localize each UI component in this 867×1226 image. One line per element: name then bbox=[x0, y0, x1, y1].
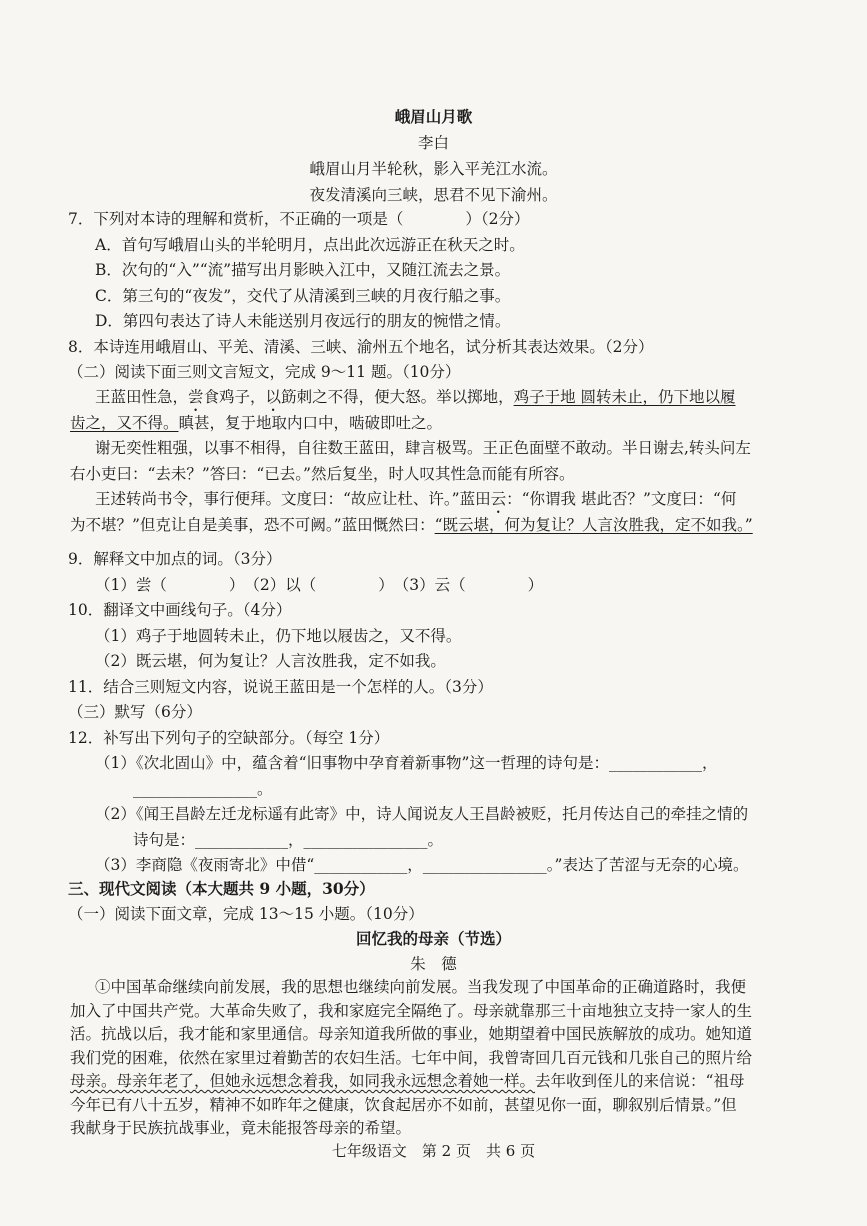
passage-3-line-1 bbox=[95, 489, 736, 517]
underlined-sentence-1: 鸡子于地 圆转未止，仍下地以履 bbox=[513, 388, 736, 406]
article-line-1: ①中国革命继续向前发展，我的思想也继续向前发展。当我发现了中国革命的正确道路时，我便 bbox=[95, 978, 747, 996]
passage-1-text: 王蓝田性急， bbox=[95, 388, 189, 406]
question-7-option-c: C．第三句的“夜发”，交代了从清溪到三峡的月夜行船之事。 bbox=[95, 287, 511, 305]
question-8: 8．本诗连用峨眉山、平羌、清溪、三峡、渝州五个地名，试分析其表达效果。（2分） bbox=[68, 338, 654, 356]
question-7-stem: 7．下列对本诗的理解和赏析，不正确的一项是（ ）（2分） bbox=[68, 210, 530, 228]
poem-line-2: 夜发清溪向三峡，思君不见下渝州。 bbox=[309, 186, 558, 204]
dotted-word-yun: 云 bbox=[490, 490, 507, 508]
page-footer: 七年级语文 第 2 页 共 6 页 bbox=[331, 1142, 536, 1160]
article-text: 去年收到侄儿的来信说：“祖母 bbox=[535, 1072, 745, 1090]
wavy-underlined-sentence: 母亲。母亲年老了，但她永远想念着我，如同我永远想念着她一样。 bbox=[70, 1072, 536, 1090]
question-9-stem: 9．解释文中加点的词。（3分） bbox=[68, 550, 282, 568]
passage-1-text: 筯刺之不得，便大怒。举以掷地， bbox=[281, 388, 514, 406]
passage-1-text: 瞋甚，复于地取内口中，啮破即吐之。 bbox=[178, 414, 443, 432]
passage-3-line-2 bbox=[70, 515, 753, 535]
article-author: 朱 德 bbox=[410, 955, 457, 973]
passage-2-line-1: 谢无奕性粗强，以事不相得，自往数王蓝田，肆言极骂。王正色面壁不敢动。半日谢去,转头问左 bbox=[95, 439, 751, 457]
passage-1-line-2 bbox=[70, 413, 442, 433]
question-11: 11．结合三则短文内容，说说王蓝田是一个怎样的人。（3分） bbox=[68, 678, 493, 696]
question-7-option-a: A．首句写峨眉山头的半轮明月，点出此次远游正在秋天之时。 bbox=[95, 236, 525, 254]
passage-3-text: 为不堪？”但克让自是美事，恐不可阙。”蓝田慨然曰： bbox=[70, 516, 435, 534]
question-10-sentence-2: （2）既云堪，何为复让？人言汝胜我，定不如我。 bbox=[95, 652, 446, 670]
article-line-7: 我献身于民族抗战事业，竟未能报答母亲的希望。 bbox=[70, 1119, 412, 1137]
article-line-3: 活。抗战以后，我才能和家里通信。母亲知道我所做的事业，她期望着中国民族解放的成功。她知道 bbox=[70, 1025, 753, 1043]
passage-1-text: 食鸡子， bbox=[203, 388, 266, 406]
article-title: 回忆我的母亲（节选） bbox=[355, 929, 511, 948]
question-10-sentence-1: （1）鸡子于地圆转未止，仍下地以屐齿之，又不得。 bbox=[95, 627, 462, 645]
question-12-part-1: （1）《次北固山》中，蕴含着“旧事物中孕育着新事物”这一哲理的诗句是：____________， bbox=[95, 754, 718, 772]
passage-1-line-1 bbox=[95, 387, 736, 415]
dotted-word-chang: 尝 bbox=[188, 388, 204, 406]
poem-title: 峨眉山月歌 bbox=[394, 107, 473, 126]
section-3-title: （三）默写（6分） bbox=[68, 703, 202, 721]
poem-line-1: 峨眉山月半轮秋，影入平羌江水流。 bbox=[309, 160, 558, 178]
passage-2-line-2: 右小吏曰：“去未？”答曰：“已去。”然后复坐，时人叹其性急而能有所容。 bbox=[70, 465, 575, 483]
question-12-stem: 12．补写出下列句子的空缺部分。（每空 1分） bbox=[68, 729, 390, 747]
underlined-sentence-2: “既云堪，何为复让？人言汝胜我，定不如我。” bbox=[434, 516, 753, 534]
question-7-option-d: D．第四句表达了诗人未能送别月夜远行的朋友的惋惜之情。 bbox=[95, 312, 511, 330]
article-line-5 bbox=[70, 1071, 744, 1091]
subsection-1-title: （一）阅读下面文章，完成 13～15 小题。（10分） bbox=[68, 905, 424, 923]
underlined-sentence-1-cont: 齿之，又不得。 bbox=[70, 414, 179, 432]
passage-3-text: 王述转尚书令，事行便拜。文度曰：“故应让杜、许。”蓝田 bbox=[95, 490, 491, 508]
question-12-part-2: （2）《闻王昌龄左迁龙标遥有此寄》中，诗人闻说友人王昌龄被贬，托月传达自己的牵挂之情的 bbox=[95, 805, 749, 823]
article-line-6: 今年已有八十五岁，精神不如昨年之健康，饮食起居亦不如前，甚望见你一面，聊叙别后情景。”但 bbox=[70, 1095, 737, 1114]
article-line-2: 加入了中国共产党。大革命失败了，我和家庭完全隔绝了。母亲就靠那三十亩地独立支持一家人的生 bbox=[70, 1001, 753, 1020]
section-2-title: （二）阅读下面三则文言短文，完成 9～11 题。（10分） bbox=[68, 363, 461, 381]
question-7-option-b: B．次句的“入”“流”描写出月影映入江中，又随江流去之景。 bbox=[95, 261, 511, 279]
poem-author: 李白 bbox=[417, 134, 449, 152]
question-12-part-2-cont: 诗句是：____________，________________。 bbox=[133, 831, 444, 849]
article-line-4: 我们党的困难，依然在家里过着勤苦的农妇生活。七年中间，我曾寄回几百元钱和几张自己的照片给 bbox=[70, 1048, 753, 1067]
question-9-items: （1）尝（ ） （2）以（ ） （3）云（ ） bbox=[95, 576, 544, 594]
question-12-part-1-cont: ________________。 bbox=[133, 780, 273, 798]
passage-3-text: ：“你谓我 堪此否？”文度曰：“何 bbox=[506, 490, 737, 508]
question-12-part-3: （3）李商隐《夜雨寄北》中借“____________，________________。”表达了苦涩与无奈的心境。 bbox=[95, 856, 749, 874]
dotted-word-yi: 以 bbox=[265, 388, 282, 406]
question-10-stem: 10．翻译文中画线句子。（4分） bbox=[68, 601, 292, 619]
part-3-title: 三、现代文阅读（本大题共 9 小题，30分） bbox=[68, 879, 375, 898]
